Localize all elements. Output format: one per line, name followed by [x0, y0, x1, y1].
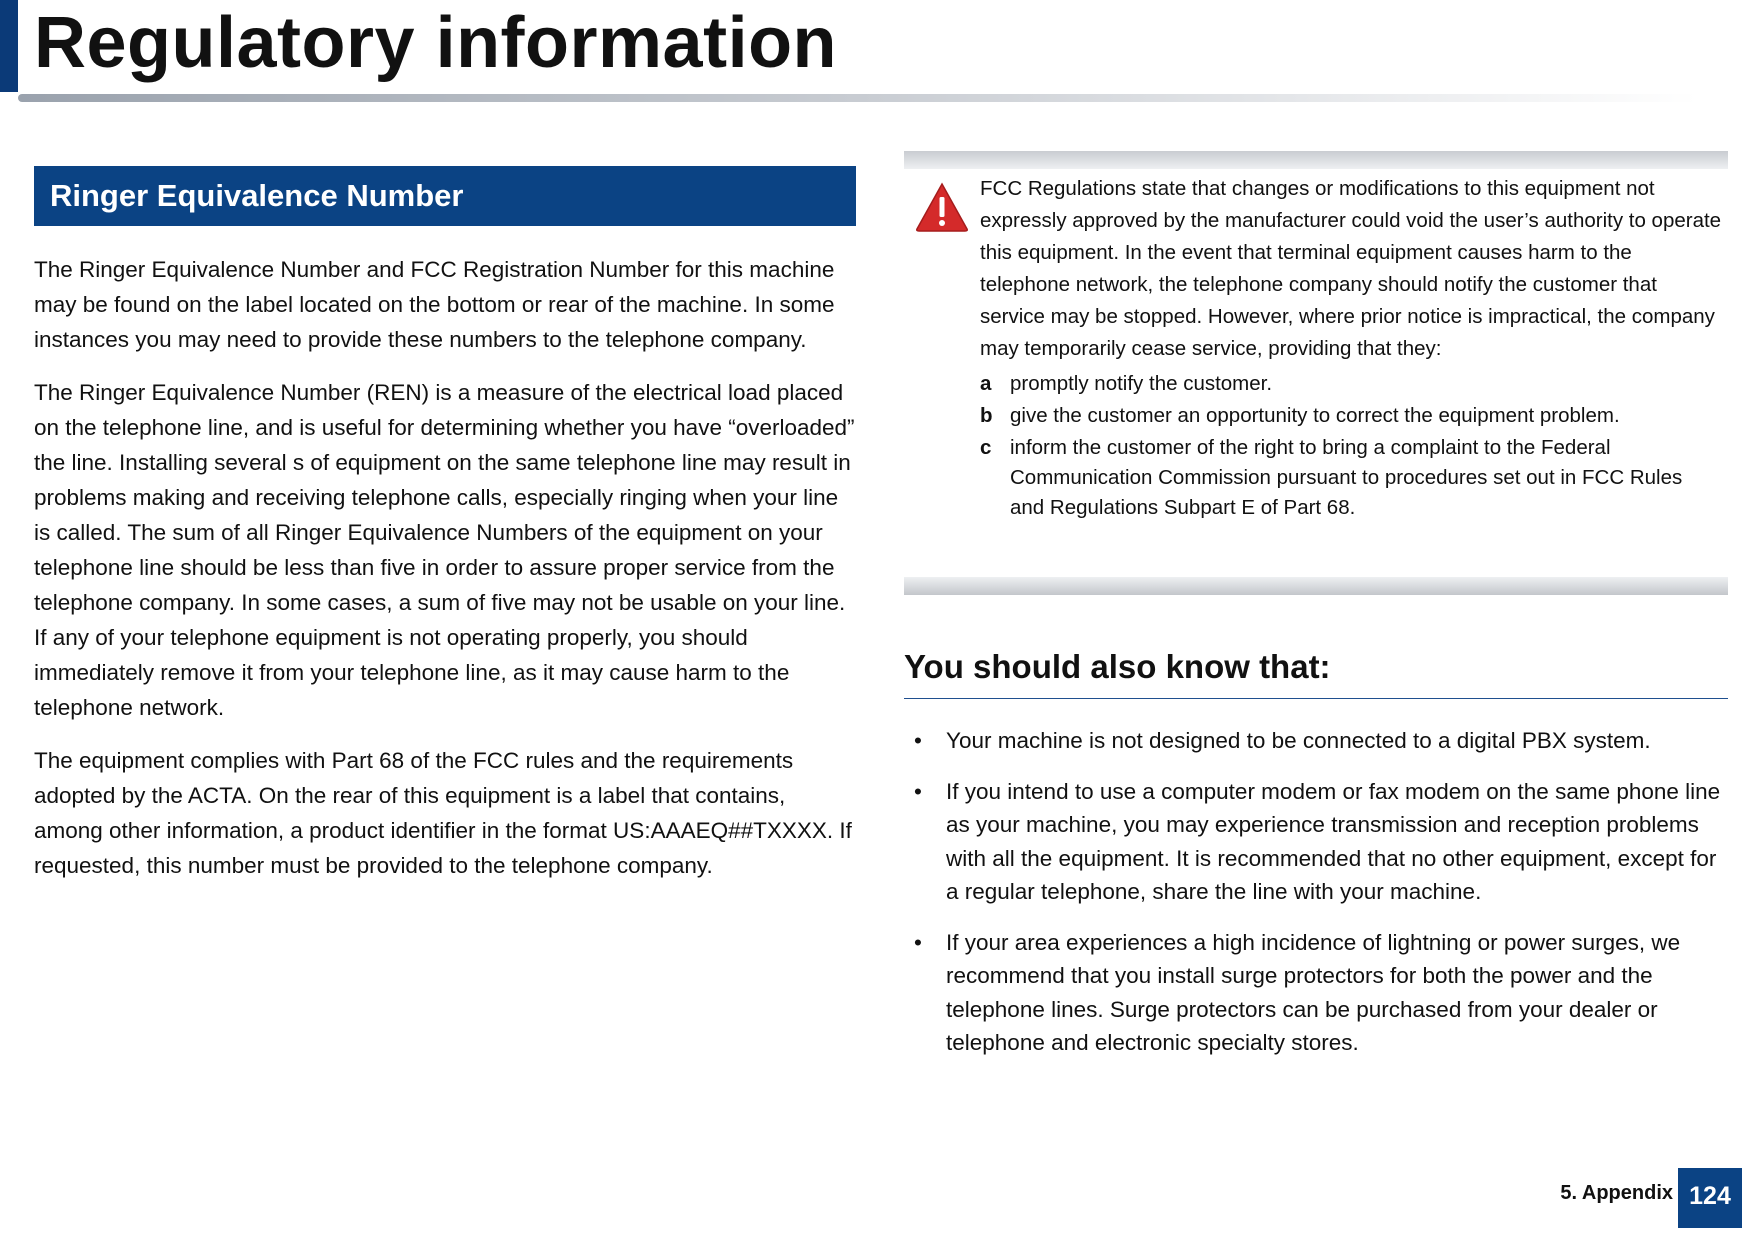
section-body	[34, 252, 856, 901]
note-paragraph: FCC Regulations state that changes or modifications to this equipment not expressly approved by the manufacturer could void the user’s authority to operate this equipment. In the event that terminal equipment causes harm to the telephone network, the telephone company should notify the customer that service may be stopped. However, where prior notice is impractical, the company may temporarily cease service, providing that they:	[980, 177, 1722, 360]
bullet-item	[904, 775, 1728, 909]
subsection-divider	[904, 698, 1728, 699]
warning-note	[904, 151, 1728, 595]
paragraph: The equipment complies with Part 68 of the FCC rules and the requirements adopted by the ACTA. On the rear of this equipment is a label that contains, among other information, a product identifier in the format US:AAAEQ##TXXXX. If requested, this number must be provided to the telephone company.	[34, 748, 852, 878]
page-number-badge: 124	[1678, 1168, 1742, 1228]
note-list	[980, 369, 1722, 523]
note-top-bar	[904, 151, 1728, 169]
bullet-list	[904, 724, 1728, 1077]
bullet-text: Your machine is not designed to be connected to a digital PBX system.	[946, 728, 1651, 753]
page-title: Regulatory information	[34, 3, 838, 83]
list-marker: c	[980, 436, 992, 459]
list-marker: b	[980, 404, 993, 427]
list-text: give the customer an opportunity to correct the equipment problem.	[1010, 404, 1620, 427]
paragraph: The Ringer Equivalence Number (REN) is a measure of the electrical load placed on the telephone line, and is useful for determining whether you have “overloaded” the line. Installing several s of equipment on the same telephone line may result in problems making and receiving telephone calls, especially ringing when your line is called. The sum of all Ringer Equivalence Numbers of the equipment on your telephone line should be less than five in order to assure proper service from the telephone company. In some cases, a sum of five may not be usable on your line. If any of your telephone equipment is not operating properly, you should immediately remove it from your telephone line, as it may cause harm to the telephone network.	[34, 380, 855, 720]
list-item	[980, 433, 1722, 523]
bullet-item	[904, 724, 1728, 758]
bullet-icon: •	[914, 728, 922, 753]
note-bottom-bar	[904, 577, 1728, 595]
title-divider	[18, 94, 1698, 102]
note-content	[980, 173, 1722, 525]
bullet-text: If your area experiences a high incidence of lightning or power surges, we recommend that you install surge protectors for both the power and the telephone lines. Surge protectors can be purchased from your dealer or telephone and electronic specialty stores.	[946, 929, 1681, 1055]
bullet-text: If you intend to use a computer modem or fax modem on the same phone line as your machine, you may experience transmission and reception problems with all the equipment. It is recommended that no other equipment, except for a regular telephone, share the line with your machine.	[946, 778, 1721, 904]
list-marker: a	[980, 372, 992, 395]
list-item	[980, 369, 1722, 399]
footer-chapter-label: 5. Appendix	[1560, 1182, 1673, 1204]
subsection-heading: You should also know that:	[904, 648, 1331, 685]
list-text: promptly notify the customer.	[1010, 372, 1273, 395]
bullet-icon: •	[914, 929, 922, 955]
bullet-item	[904, 926, 1728, 1060]
paragraph: The Ringer Equivalence Number and FCC Registration Number for this machine may be found on the label located on the bottom or rear of the machine. In some instances you may need to provide these numbers to the telephone company.	[34, 257, 835, 352]
section-header	[34, 166, 856, 226]
warning-icon	[914, 181, 970, 233]
bullet-icon: •	[914, 778, 922, 804]
title-accent-bar	[0, 0, 18, 92]
list-text: inform the customer of the right to bring a complaint to the Federal Communication Commission pursuant to procedures set out in FCC Rules and Regulations Subpart E of Part 68.	[1010, 436, 1683, 519]
section-heading: Ringer Equivalence Number	[50, 178, 464, 213]
list-item	[980, 401, 1722, 431]
